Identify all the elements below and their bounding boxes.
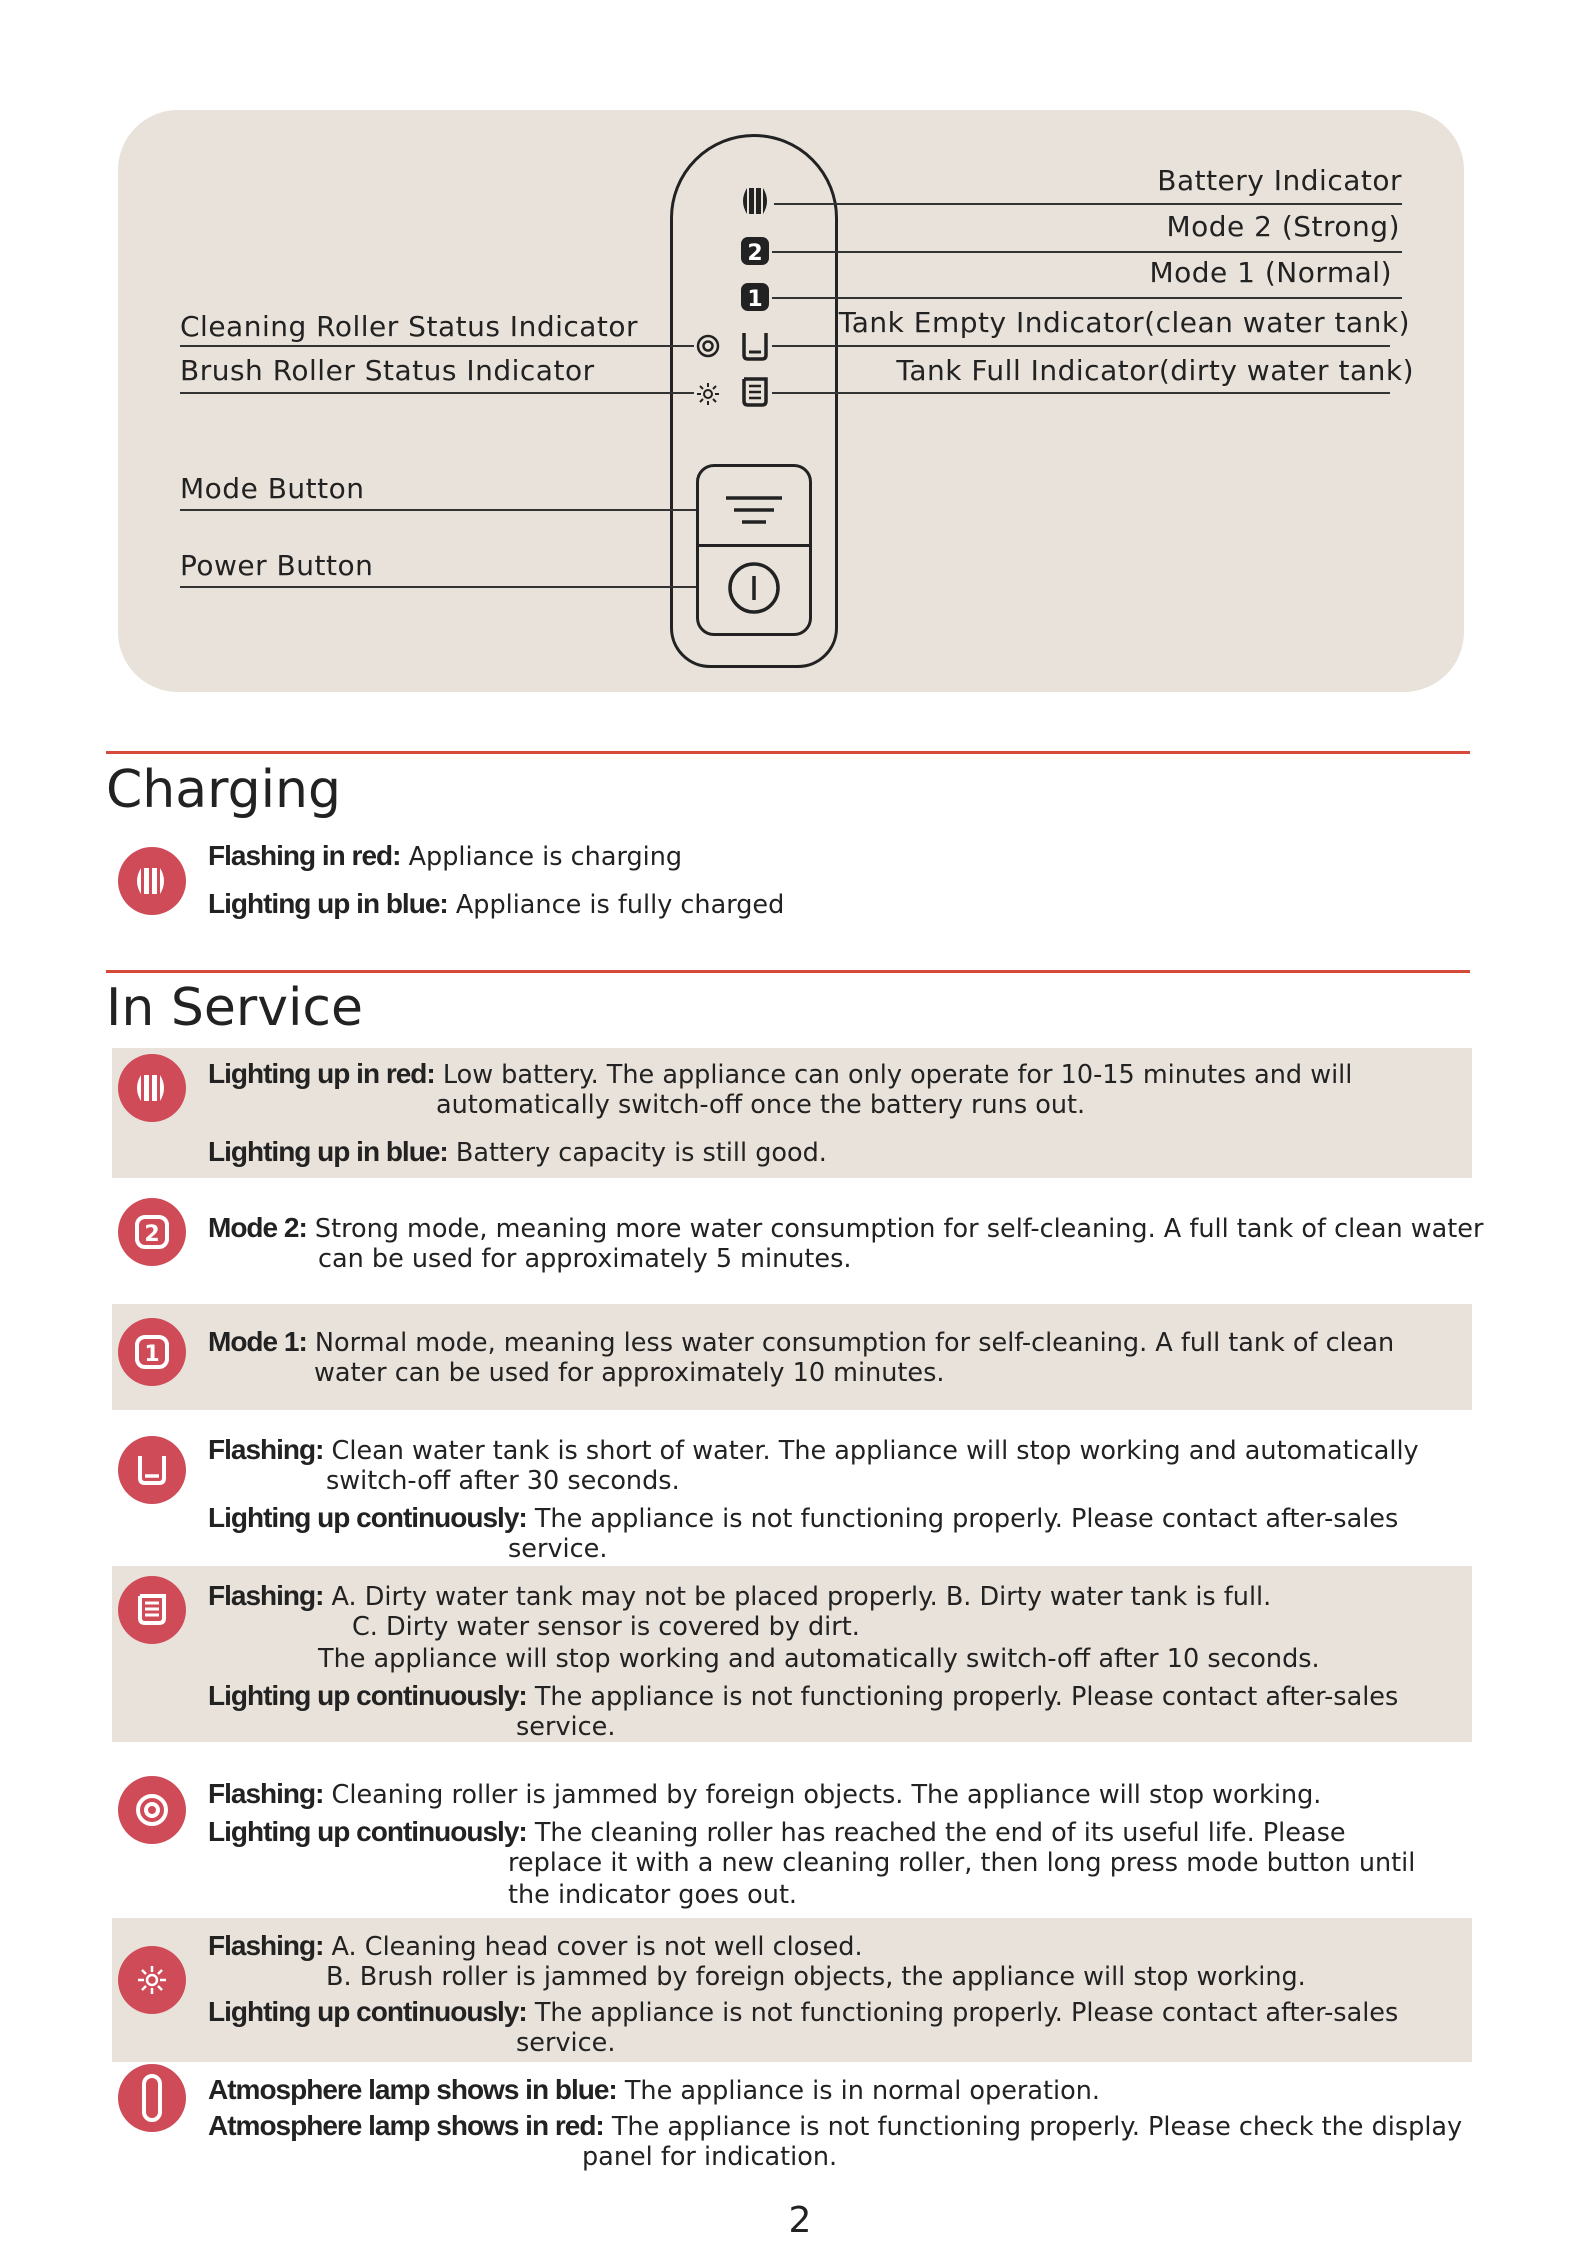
battery-indicator-icon <box>118 847 186 915</box>
label-mode-2: Mode 2 (Strong) <box>1166 210 1400 243</box>
battery-indicator-icon <box>118 1054 186 1122</box>
tank-empty-line: service. <box>508 1534 608 1564</box>
svg-text:1: 1 <box>144 1342 160 1367</box>
charging-line: Lighting up in blue: Appliance is fully charged <box>208 888 785 920</box>
cleaning-roller-line: the indicator goes out. <box>508 1880 798 1910</box>
label-brush-roller: Brush Roller Status Indicator <box>180 354 595 387</box>
cleaning-roller-line: Lighting up continuously: The cleaning roller has reached the end of its useful life. Please <box>208 1816 1346 1848</box>
svg-text:2: 2 <box>747 241 763 266</box>
tank-empty-indicator-icon <box>118 1436 186 1504</box>
leader-line <box>180 586 696 588</box>
mode-2-indicator-icon <box>118 1198 186 1266</box>
tank-full-icon <box>740 376 770 408</box>
brush-roller-line: Lighting up continuously: The appliance is not functioning properly. Please contact after-sales <box>208 1996 1399 2028</box>
leader-line <box>772 392 1390 394</box>
tank-full-line: C. Dirty water sensor is covered by dirt. <box>352 1612 860 1642</box>
section-divider <box>106 970 1470 973</box>
leader-line <box>180 392 694 394</box>
tank-empty-icon <box>740 330 770 362</box>
charging-line: Flashing in red: Appliance is charging <box>208 840 683 872</box>
power-button-icon[interactable] <box>726 560 782 616</box>
cleaning-roller-icon <box>696 334 720 358</box>
svg-text:2: 2 <box>144 1222 160 1247</box>
page-number: 2 <box>788 2200 812 2241</box>
mode-2-line: Mode 2: Strong mode, meaning more water consumption for self-cleaning. A full tank of clean water <box>208 1212 1484 1244</box>
battery-line: automatically switch-off once the battery runs out. <box>436 1090 1086 1120</box>
brush-roller-line: Flashing: A. Cleaning head cover is not well closed. <box>208 1930 863 1962</box>
mode-1-line: water can be used for approximately 10 minutes. <box>314 1358 945 1388</box>
tank-full-line: Flashing: A. Dirty water tank may not be placed properly. B. Dirty water tank is full. <box>208 1580 1272 1612</box>
tank-empty-line: Flashing: Clean water tank is short of water. The appliance will stop working and automatically <box>208 1434 1419 1466</box>
brush-roller-indicator-icon <box>118 1946 186 2014</box>
svg-text:1: 1 <box>747 287 763 312</box>
leader-line <box>772 251 1402 253</box>
section-title-in-service: In Service <box>106 978 364 1038</box>
mode-1-icon <box>740 282 770 312</box>
label-mode-button: Mode Button <box>180 472 365 505</box>
tank-full-line: service. <box>516 1712 616 1742</box>
tank-empty-line: switch-off after 30 seconds. <box>326 1466 680 1496</box>
battery-line: Lighting up in blue: Battery capacity is still good. <box>208 1136 827 1168</box>
label-power-button: Power Button <box>180 549 374 582</box>
battery-icon <box>738 186 772 216</box>
cleaning-roller-line: Flashing: Cleaning roller is jammed by foreign objects. The appliance will stop working. <box>208 1778 1322 1810</box>
mode-1-line: Mode 1: Normal mode, meaning less water consumption for self-cleaning. A full tank of clean <box>208 1326 1395 1358</box>
mode-2-line: can be used for approximately 5 minutes. <box>318 1244 852 1274</box>
brush-roller-icon <box>696 382 720 406</box>
label-cleaning-roller: Cleaning Roller Status Indicator <box>180 310 639 343</box>
leader-line <box>772 345 1390 347</box>
button-separator <box>696 544 812 547</box>
tank-full-indicator-icon <box>118 1576 186 1644</box>
brush-roller-line: service. <box>516 2028 616 2058</box>
mode-1-indicator-icon <box>118 1318 186 1386</box>
atmosphere-line: panel for indication. <box>582 2142 838 2172</box>
leader-line <box>772 297 1402 299</box>
label-mode-1: Mode 1 (Normal) <box>1149 256 1392 289</box>
atmosphere-line: Atmosphere lamp shows in red: The appliance is not functioning properly. Please check the display <box>208 2110 1463 2142</box>
tank-empty-line: Lighting up continuously: The appliance is not functioning properly. Please contact after-sales <box>208 1502 1399 1534</box>
atmosphere-line: Atmosphere lamp shows in blue: The appliance is in normal operation. <box>208 2074 1100 2106</box>
label-battery-indicator: Battery Indicator <box>1157 164 1402 197</box>
atmosphere-lamp-icon <box>118 2064 186 2132</box>
brush-roller-line: B. Brush roller is jammed by foreign objects, the appliance will stop working. <box>326 1962 1306 1992</box>
cleaning-roller-indicator-icon <box>118 1776 186 1844</box>
label-tank-full: Tank Full Indicator(dirty water tank) <box>896 354 1414 387</box>
section-title-charging: Charging <box>106 760 342 820</box>
label-tank-empty: Tank Empty Indicator(clean water tank) <box>838 306 1410 339</box>
tank-full-line: The appliance will stop working and automatically switch-off after 10 seconds. <box>318 1644 1320 1674</box>
tank-full-line: Lighting up continuously: The appliance is not functioning properly. Please contact after-sales <box>208 1680 1399 1712</box>
leader-line <box>180 345 694 347</box>
leader-line <box>180 509 696 511</box>
battery-line: Lighting up in red: Low battery. The appliance can only operate for 10-15 minutes and will <box>208 1058 1353 1090</box>
mode-2-icon <box>740 236 770 266</box>
cleaning-roller-line: replace it with a new cleaning roller, then long press mode button until <box>508 1848 1416 1878</box>
mode-button-icon[interactable] <box>724 490 784 530</box>
leader-line <box>774 203 1402 205</box>
section-divider <box>106 751 1470 754</box>
